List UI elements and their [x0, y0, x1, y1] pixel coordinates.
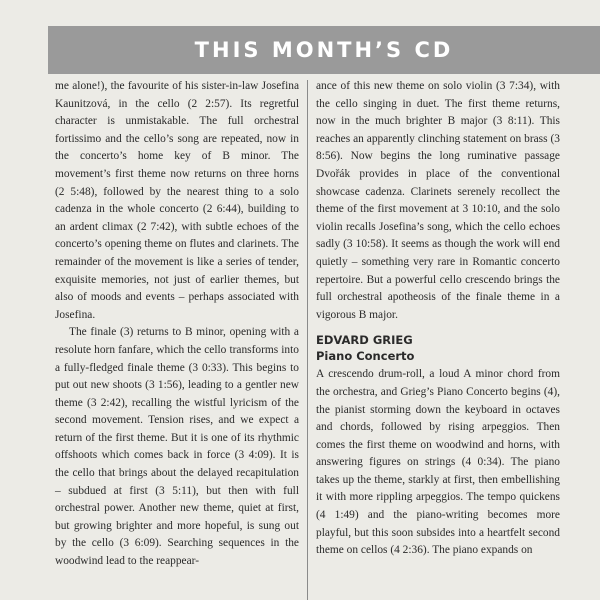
body-paragraph: me alone!), the favourite of his sister-in-law Josefina Kaunitzová, in the cello (2 2:57). Its regretful character is unmistakable. The full orchestral fortissimo and the cello’s song are repeated, now in the concerto’s home key of B minor. The movement’s first theme now returns on three horns (2 5:48), followed by the nearest thing to a solo cadenza in the whole concerto (2 6:44), building to an ardent climax (2 7:42), with subtle echoes of the concerto’s opening theme on flutes and clarinets. The remainder of the movement is like a series of tender, exquisite memories, not just of earlier themes, but also of moods and events – perhaps associated with Josefina. — [55, 80, 299, 321]
body-paragraph: ance of this new theme on solo violin (3 7:34), with the cello singing in duet. The first theme returns, now in the much brighter B major (3 8:11). This reaches an apparently clinching statement on brass (3 8:56). Now begins the long ruminative passage Dvořák provides in place of the conventional showcase cadenza. Clarinets serenely recollect the theme of the first movement at 3 10:10, and the solo violin recalls Josefina’s song, which the cello echoes sadly (3 10:58). It seems as though the work will end quietly – something very rare in Romantic concerto repertoire. But a powerful cello crescendo brings the full orchestral apotheosis of the finale theme in a vigorous B major. — [316, 80, 560, 321]
header-banner — [48, 26, 600, 74]
right-column — [316, 78, 560, 560]
left-column — [55, 78, 299, 571]
body-paragraph: A crescendo drum-roll, a loud A minor chord from the orchestra, and Grieg’s Piano Concerto begins (4), the pianist storming down the keyboard in octaves and chords, followed by rising arpeggios. Then comes the first theme on woodwind and horns, with answering figures on strings (4 0:34). The piano takes up the theme, starkly at first, then embellishing it with more rippling arpeggios. The tempo quickens (4 1:49) and the piano-writing becomes more playful, but this soon subsides into a heartfelt second theme on cellos (4 2:36). The piano expands on — [316, 368, 560, 557]
column-divider — [307, 80, 308, 600]
section-subtitle: Piano Concerto — [316, 349, 415, 364]
section-title: EDVARD GRIEG — [316, 333, 413, 348]
body-paragraph: The finale (3) returns to B minor, opening with a resolute horn fanfare, which the cello transforms into a fully-fledged finale theme (3 0:33). This begins to put out new shoots (3 1:56), leading to a gentler new theme (3 2:42), recalling the wistful lyricism of the second movement. Tension rises, and we expect a return of the first theme. But it is one of its rhythmic offshoots which comes back in force (3 4:09). It is the cello that brings about the delayed recapitulation – subdued at first (3 5:11), but then with full orchestral power. Another new theme, quiet at first, but growing brighter and more hopeful, is sung out by the cello (3 6:09). Searching sequences in the woodwind lead to the reappear- — [55, 326, 299, 568]
page-title: THIS MONTH’S CD — [194, 38, 454, 62]
